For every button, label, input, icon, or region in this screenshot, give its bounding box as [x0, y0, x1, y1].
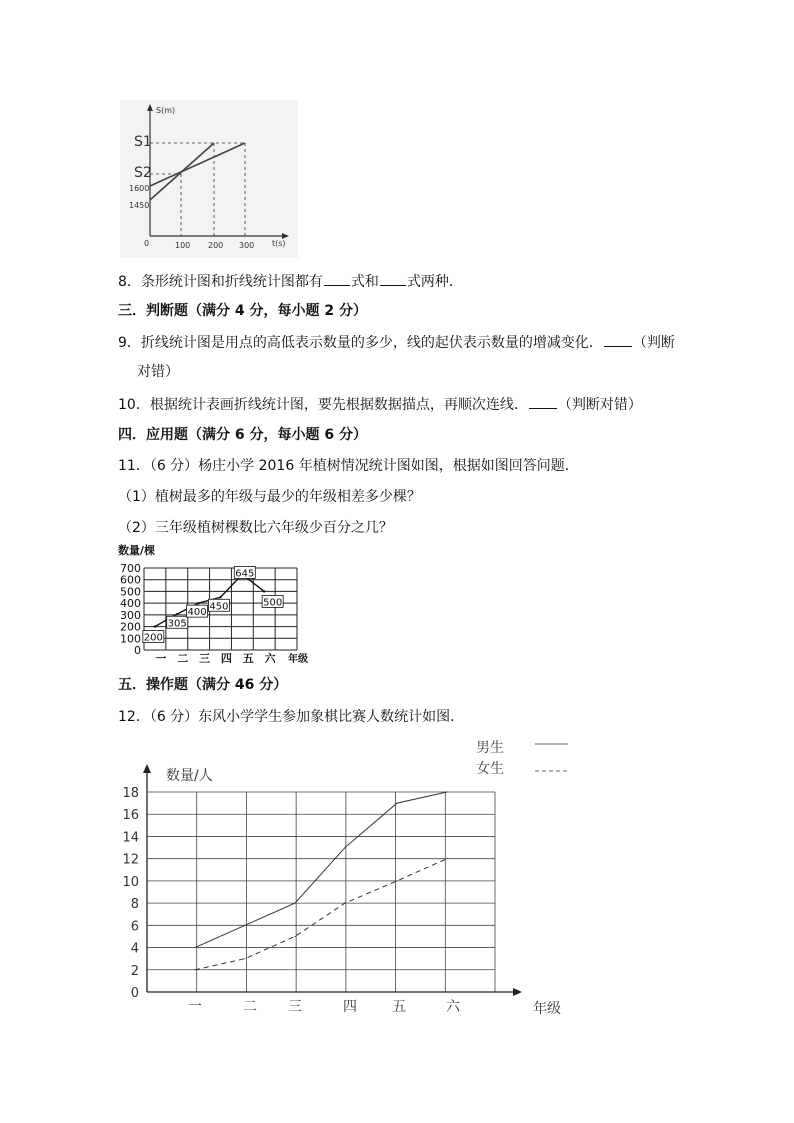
chart2-data-point — [344, 847, 345, 848]
tree-planting-chart — [112, 540, 327, 668]
chart1-data-label: 645 — [235, 568, 255, 580]
chart2-category-label: 一 — [188, 999, 202, 1015]
chart2-data-point — [194, 947, 195, 948]
chart1-data-label: 500 — [263, 597, 283, 609]
chart1-category-label: 一 — [155, 652, 167, 665]
x-axis-label: t(s) — [272, 239, 286, 248]
chart2-y-tick: 0 — [130, 986, 139, 1001]
q10-hint: （判断对错） — [557, 397, 642, 413]
chart1-y-tick: 100 — [120, 632, 141, 646]
chart2-y-tick: 10 — [122, 874, 139, 890]
chart2-category-label: 三 — [288, 999, 302, 1015]
question-9-line-2: 对错） — [137, 364, 179, 380]
chart1-category-label: 三 — [199, 652, 211, 665]
q8-text-mid: 式和 — [350, 274, 379, 290]
chart1-category-label: 六 — [264, 652, 276, 665]
q9-hint: （判断 — [632, 335, 675, 351]
chess-participants-chart — [110, 730, 590, 1025]
q8-text-pre: 8．条形统计图和折线统计图都有 — [118, 274, 323, 290]
q10-blank[interactable] — [529, 394, 557, 409]
tree-planting-chart-svg — [112, 540, 327, 668]
x-tick-300: 300 — [239, 241, 255, 250]
question-10 — [118, 394, 642, 415]
distance-time-graph — [120, 100, 298, 258]
chart2-y-tick: 4 — [130, 941, 139, 957]
question-12: 12．（6 分）东风小学学生参加象棋比赛人数统计如图． — [118, 709, 465, 725]
y-tick-1600: 1600 — [129, 184, 150, 193]
chart2-data-point — [396, 803, 397, 804]
question-8 — [118, 271, 463, 292]
chart2-boys-line — [195, 792, 447, 948]
question-9-line-1 — [118, 332, 675, 353]
chart2-data-point — [244, 925, 245, 926]
y-axis-label: S(m) — [156, 106, 176, 115]
chart2-girls-line — [195, 859, 447, 970]
chart1-category-label: 四 — [220, 652, 232, 665]
chart1-data-label: 305 — [167, 618, 187, 630]
q9-text: 9．折线统计图是用点的高低表示数量的多少，线的起伏表示数量的增减变化． — [118, 335, 603, 351]
chart2-y-tick: 16 — [122, 808, 139, 824]
chart1-y-tick: 200 — [120, 620, 141, 634]
chart2-data-point — [446, 858, 447, 859]
chart2-data-point — [244, 958, 245, 959]
q9-blank[interactable] — [604, 332, 632, 347]
chart2-y-tick: 8 — [130, 897, 139, 913]
chart2-category-label: 二 — [243, 999, 257, 1015]
chart2-y-tick: 2 — [130, 963, 139, 979]
chart1-y-label: 数量/棵 — [118, 544, 156, 557]
chart2-data-point — [294, 936, 295, 937]
chart2-data-point — [396, 880, 397, 881]
chart1-data-point — [219, 596, 221, 598]
chart1-y-tick: 300 — [120, 608, 141, 622]
chart2-y-tick: 14 — [122, 830, 139, 846]
chart1-data-label: 200 — [143, 632, 163, 644]
y-tick-1450: 1450 — [129, 201, 150, 210]
chess-participants-chart-svg — [110, 730, 590, 1025]
section-3-heading: 三．判断题（满分 4 分，每小题 2 分） — [118, 303, 367, 319]
q8-text-post: 式两种． — [406, 274, 463, 290]
chart1-y-tick: 700 — [120, 562, 141, 575]
chart2-y-tick: 12 — [122, 852, 139, 868]
section-4-heading: 四．应用题（满分 6 分，每小题 6 分） — [118, 427, 367, 443]
chart1-x-label: 年级 — [288, 654, 308, 665]
chart1-data-label: 400 — [187, 607, 207, 619]
chart1-y-tick: 500 — [120, 585, 141, 599]
origin-label: 0 — [144, 239, 150, 248]
chart1-data-point — [176, 613, 178, 615]
chart2-y-tick: 18 — [122, 786, 139, 801]
chart1-data-label: 450 — [209, 601, 229, 613]
section-5-heading: 五．操作题（满分 46 分） — [118, 677, 288, 693]
chart2-category-label: 四 — [343, 999, 357, 1015]
x-tick-100: 100 — [175, 241, 191, 250]
chart2-x-axis-arrow — [513, 988, 522, 996]
q8-blank-1[interactable] — [324, 271, 350, 286]
chart1-data-point — [263, 590, 265, 592]
chart2-data-point — [446, 791, 447, 792]
question-11-part-2: （2）三年级植树棵数比六年级少百分之几？ — [118, 520, 393, 536]
question-11-part-1: （1）植树最多的年级与最少的年级相差多少棵？ — [118, 489, 421, 505]
chart2-y-tick: 6 — [130, 919, 139, 935]
legend-boys-label: 男生 — [476, 740, 504, 756]
chart1-data-point — [154, 625, 156, 627]
distance-time-figure — [120, 100, 298, 258]
chart2-data-point — [294, 903, 295, 904]
chart2-category-label: 五 — [392, 999, 406, 1015]
chart1-y-tick: 400 — [120, 597, 141, 611]
chart1-y-tick: 600 — [120, 573, 141, 587]
chart1-category-label: 五 — [242, 652, 254, 665]
question-11: 11．（6 分）杨庄小学 2016 年植树情况统计图如图，根据如图回答问题． — [118, 458, 579, 474]
y-tick-s2: S2 — [134, 165, 152, 181]
chart2-y-axis-arrow — [143, 764, 151, 773]
y-tick-s1: S1 — [134, 134, 152, 150]
chart2-data-point — [344, 903, 345, 904]
chart1-y-tick: 0 — [134, 644, 141, 657]
q8-blank-2[interactable] — [380, 271, 406, 286]
x-tick-200: 200 — [208, 241, 224, 250]
chart1-category-label: 二 — [177, 652, 189, 665]
q10-text: 10．根据统计表画折线统计图，要先根据数据描点，再顺次连线． — [118, 397, 528, 413]
chart2-x-label: 年级 — [533, 1001, 561, 1017]
chart2-data-point — [194, 969, 195, 970]
chart1-data-point — [197, 602, 199, 604]
legend-girls-label: 女生 — [476, 761, 504, 777]
chart2-y-label: 数量/人 — [166, 768, 213, 784]
chart2-category-label: 六 — [446, 999, 460, 1015]
